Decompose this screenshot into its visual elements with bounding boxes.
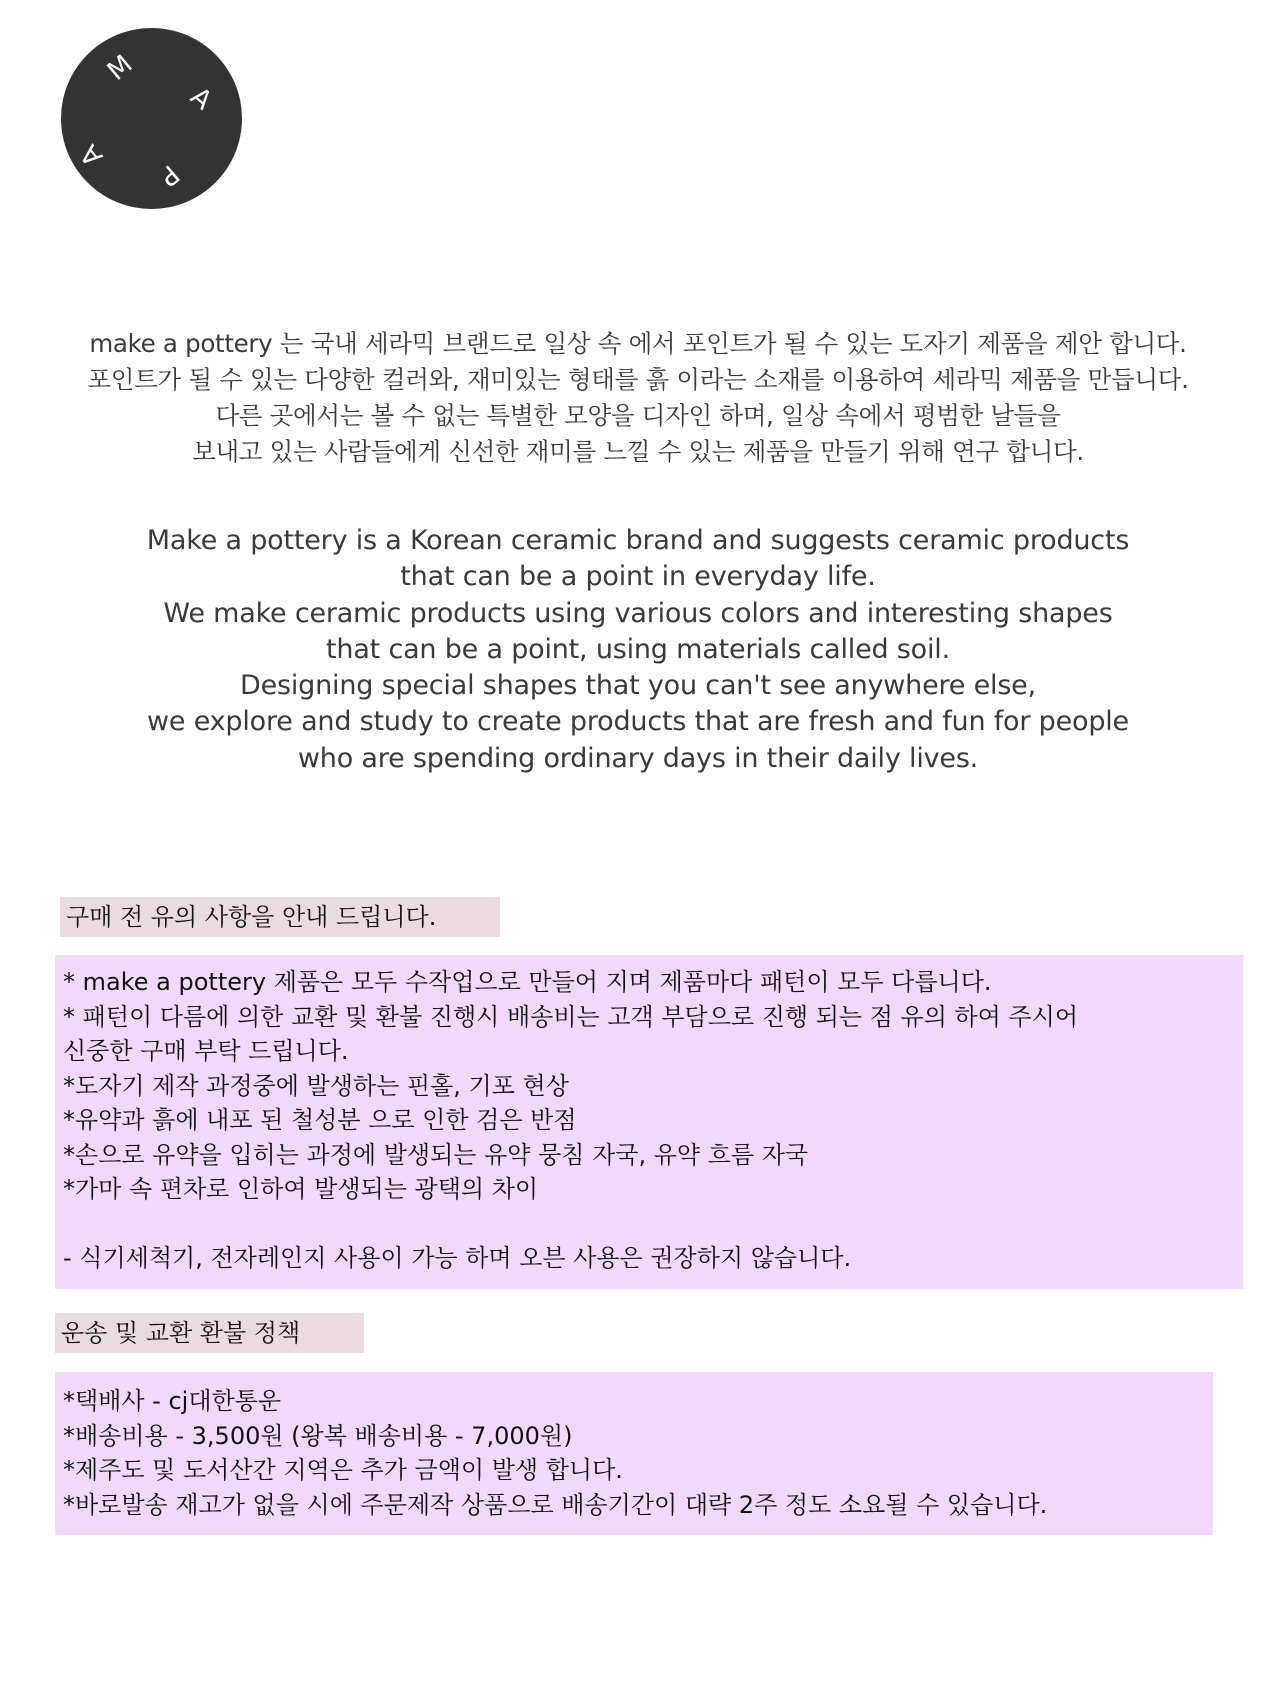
notice-heading: 구매 전 유의 사항을 안내 드립니다. — [60, 897, 500, 937]
brand-logo — [61, 28, 242, 209]
shipping-heading: 운송 및 교환 환불 정책 — [55, 1313, 364, 1353]
notice-line: * make a pottery 제품은 모두 수작업으로 만들어 지며 제품마다 패턴이 모두 다릅니다. — [63, 968, 992, 996]
logo-letter-m: M — [101, 49, 139, 87]
intro-english — [0, 523, 1276, 777]
notice-line: *도자기 제작 과정중에 발생하는 핀홀, 기포 현상 — [63, 1071, 569, 1100]
shipping-line: *바로발송 재고가 없을 시에 주문제작 상품으로 배송기간이 대략 2주 정도 소요될 수 있습니다. — [63, 1490, 1048, 1519]
logo-letter-a-left: A — [74, 138, 110, 172]
shipping-line: *제주도 및 도서산간 지역은 추가 금액이 발생 합니다. — [63, 1456, 623, 1484]
logo-letter-a-right: A — [184, 81, 218, 117]
notice-line: * 패턴이 다름에 의한 교환 및 환불 진행시 배송비는 고객 부담으로 진행 되는 점 유의 하여 주시어 — [63, 1002, 1079, 1031]
shipping-box — [55, 1372, 1213, 1535]
intro-ko-line: 보내고 있는 사람들에게 신선한 재미를 느낄 수 있는 제품을 만들기 위해 연구 합니다. — [192, 437, 1084, 466]
notice-footer: - 식기세척기, 전자레인지 사용이 가능 하며 오븐 사용은 권장하지 않습니다. — [63, 1244, 852, 1272]
intro-korean — [0, 326, 1276, 470]
notice-line: *손으로 유약을 입히는 과정에 발생되는 유약 뭉침 자국, 유약 흐름 자국 — [63, 1140, 809, 1169]
notice-line: *가마 속 편차로 인하여 발생되는 광택의 차이 — [63, 1175, 539, 1203]
notice-spacer — [63, 1207, 1235, 1242]
intro-ko-line: make a pottery 는 국내 세라믹 브랜드로 일상 속 에서 포인트가 될 수 있는 도자기 제품을 제안 합니다. — [89, 329, 1187, 358]
logo-letter-p: P — [153, 158, 185, 192]
intro-en-line: Make a pottery is a Korean ceramic brand and suggests ceramic products — [146, 525, 1130, 556]
intro-ko-line: 다른 곳에서는 볼 수 없는 특별한 모양을 디자인 하며, 일상 속에서 평범한 날들을 — [215, 401, 1061, 430]
intro-en-line: We make ceramic products using various colors and interesting shapes — [163, 597, 1113, 629]
intro-en-line: Designing special shapes that you can't see anywhere else, — [240, 670, 1036, 702]
intro-ko-line: 포인트가 될 수 있는 다양한 컬러와, 재미있는 형태를 흙 이라는 소재를 이용하여 세라믹 제품을 만듭니다. — [87, 365, 1189, 394]
notice-line: 신중한 구매 부탁 드립니다. — [63, 1037, 349, 1065]
intro-en-line: that can be a point in everyday life. — [400, 561, 876, 593]
intro-en-line: we explore and study to create products that are fresh and fun for people — [147, 706, 1129, 738]
shipping-line: *배송비용 - 3,500원 (왕복 배송비용 - 7,000원) — [63, 1421, 573, 1450]
notice-box — [55, 955, 1243, 1289]
intro-en-line: that can be a point, using materials called soil. — [326, 633, 950, 665]
notice-line: *유약과 흙에 내포 된 철성분 으로 인한 검은 반점 — [63, 1106, 577, 1134]
intro-en-line: who are spending ordinary days in their daily lives. — [297, 742, 979, 774]
shipping-line: *택배사 - cj대한통운 — [63, 1387, 282, 1415]
